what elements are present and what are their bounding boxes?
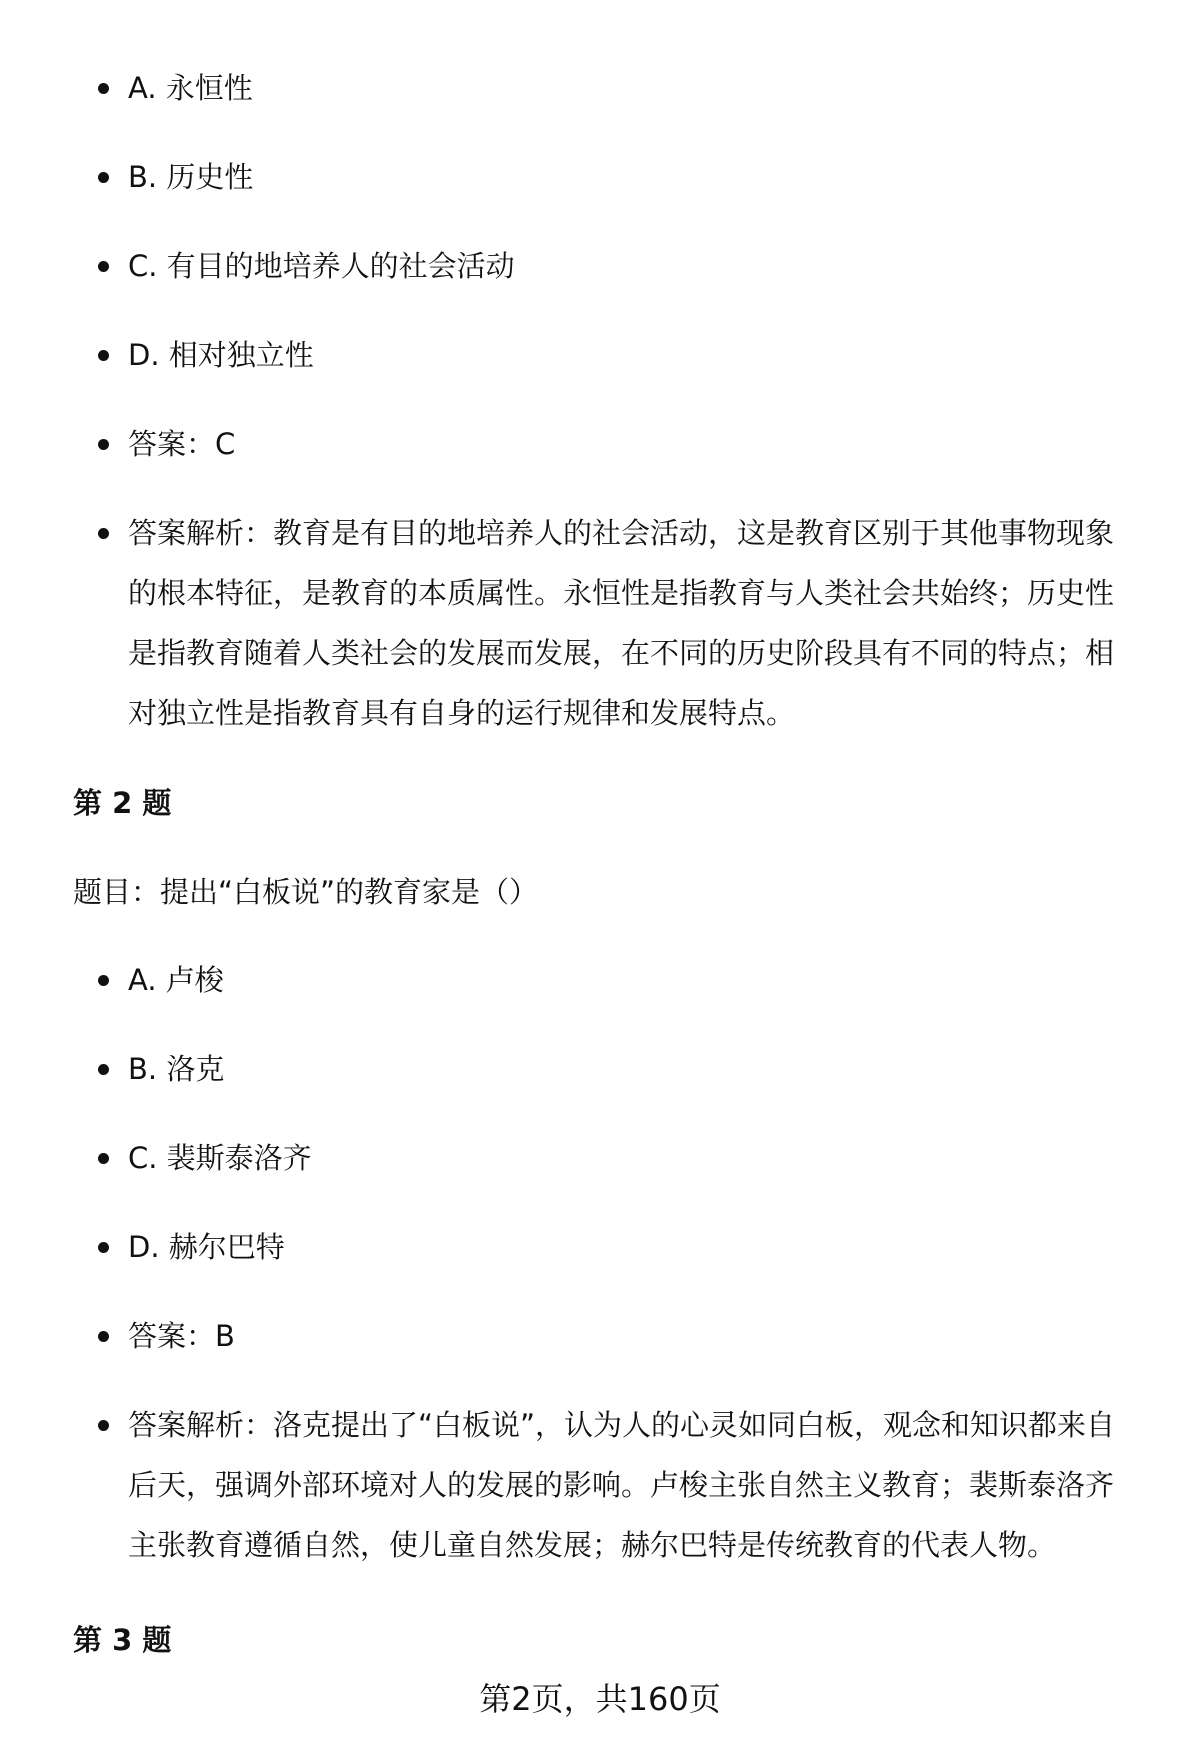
question-heading: 第 3 题 bbox=[73, 1623, 172, 1657]
q2-options-list bbox=[0, 950, 1200, 1575]
question-stem: 题目：提出“白板说”的教育家是（） bbox=[73, 875, 539, 909]
explanation bbox=[0, 1395, 1200, 1575]
q1-options-list bbox=[0, 58, 1200, 743]
bullet-icon bbox=[98, 83, 109, 94]
option-text: B. 历史性 bbox=[128, 160, 254, 194]
option-text: D. 赫尔巴特 bbox=[128, 1230, 285, 1264]
explanation-text: 答案解析：洛克提出了“白板说”，认为人的心灵如同白板，观念和知识都来自后天，强调外部环境对人的发展的影响。卢梭主张自然主义教育；裴斯泰洛齐主张教育遵循自然，使儿童自然发展；赫尔巴特是传统教育的代表人物。 bbox=[128, 1408, 1116, 1562]
bullet-icon bbox=[98, 1064, 109, 1075]
option-text: A. 永恒性 bbox=[128, 71, 253, 105]
bullet-icon bbox=[98, 1420, 109, 1431]
explanation-text: 答案解析：教育是有目的地培养人的社会活动，这是教育区别于其他事物现象的根本特征，是教育的本质属性。永恒性是指教育与人类社会共始终；历史性是指教育随着人类社会的发展而发展，在不同的历史阶段具有不同的特点；相对独立性是指教育具有自身的运行规律和发展特点。 bbox=[128, 516, 1115, 730]
answer-text: 答案：B bbox=[128, 1319, 235, 1353]
option-text: A. 卢梭 bbox=[128, 963, 224, 997]
option-c bbox=[0, 236, 1200, 296]
option-d bbox=[0, 1217, 1200, 1277]
option-text: C. 有目的地培养人的社会活动 bbox=[128, 249, 515, 283]
explanation bbox=[0, 503, 1200, 743]
bullet-icon bbox=[98, 1242, 109, 1253]
option-text: B. 洛克 bbox=[128, 1052, 225, 1086]
option-a bbox=[0, 950, 1200, 1010]
option-b bbox=[0, 147, 1200, 207]
option-text: C. 裴斯泰洛齐 bbox=[128, 1141, 312, 1175]
option-c bbox=[0, 1128, 1200, 1188]
answer-text: 答案：C bbox=[128, 427, 236, 461]
answer-line bbox=[0, 414, 1200, 474]
option-b bbox=[0, 1039, 1200, 1099]
option-a bbox=[0, 58, 1200, 118]
bullet-icon bbox=[98, 439, 109, 450]
page-number-footer: 第2页，共160页 bbox=[479, 1680, 721, 1718]
q1-options-block bbox=[0, 58, 1200, 743]
q2-options-block bbox=[0, 950, 1200, 1575]
option-d bbox=[0, 325, 1200, 385]
bullet-icon bbox=[98, 350, 109, 361]
bullet-icon bbox=[98, 975, 109, 986]
bullet-icon bbox=[98, 172, 109, 183]
bullet-icon bbox=[98, 261, 109, 272]
bullet-icon bbox=[98, 528, 109, 539]
bullet-icon bbox=[98, 1331, 109, 1342]
question-heading: 第 2 题 bbox=[73, 786, 172, 820]
option-text: D. 相对独立性 bbox=[128, 338, 314, 372]
bullet-icon bbox=[98, 1153, 109, 1164]
answer-line bbox=[0, 1306, 1200, 1366]
